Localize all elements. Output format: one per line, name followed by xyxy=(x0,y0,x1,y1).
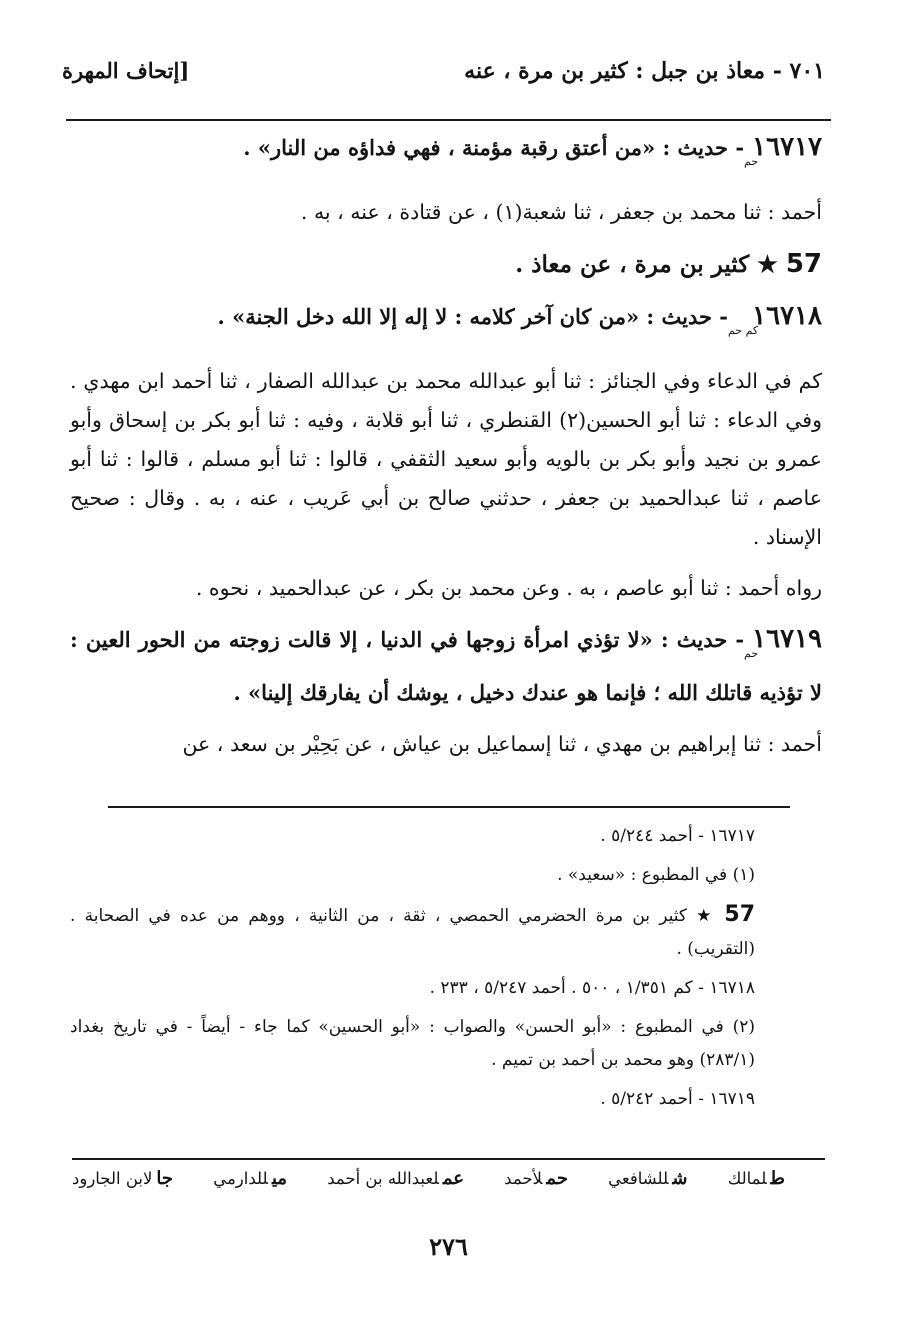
source-symbol: حم xyxy=(744,155,759,168)
isnad-text: كم في الدعاء وفي الجنائز : ثنا أبو عبدالله محمد بن عبدالله الصفار ، ثنا أحمد ابن مهدي . وفي الدعاء : ثنا أبو الحسين(٢) القنطري ، ثنا أبو قلابة ، وفيه : ثنا أبو بكر بن إسحاق وأبو عمرو بن نجيد وأبو بكر بن بالويه وأبو سعيد الثقفي ، قالوا : ثنا أبو مسلم ، قالوا : ثنا أبو عاصم ، ثنا عبدالحميد بن جعفر ، حدثني صالح بن أبي عَريب ، عنه ، به . وقال : صحيح الإسناد . xyxy=(70,369,822,549)
abbreviation-rule xyxy=(72,1158,825,1160)
abbreviation-item xyxy=(327,1168,464,1202)
page-header xyxy=(62,58,825,98)
footnotes xyxy=(70,818,755,1122)
hadith-entry xyxy=(70,128,822,181)
abbreviation-code: حم xyxy=(546,1168,568,1189)
narrator-name: ★ كثير بن مرة ، عن معاذ . xyxy=(515,251,778,278)
abbreviation-code: جا xyxy=(156,1168,174,1189)
footnote: ١٦٧١٨ - كم ١/٣٥١ ، ٥٠٠ . أحمد ٥/٢٤٧ ، ٢٣٣ . xyxy=(429,978,755,998)
footnote-rule xyxy=(108,806,790,808)
abbreviation-code: ط xyxy=(770,1168,785,1189)
abbreviation-label: لأحمد xyxy=(504,1169,543,1188)
footnote: ١٦٧١٩ - أحمد ٥/٢٤٢ . xyxy=(600,1089,755,1109)
abbreviation-item xyxy=(608,1168,687,1202)
hadith-text: - حديث : «من أعتق رقبة مؤمنة ، فهي فداؤه من النار» . xyxy=(243,135,745,160)
hadith-text: - حديث : «لا تؤذي امرأة زوجها في الدنيا ، إلا قالت زوجته من الحور العين : لا تؤذيه قاتلك الله ؛ فإنما هو عندك دخيل ، يوشك أن يفارقك إلينا» . xyxy=(70,627,822,705)
isnad-text: أحمد : ثنا إبراهيم بن مهدي ، ثنا إسماعيل بن عياش ، عن بَحِيْر بن سعد ، عن xyxy=(182,732,822,756)
abbreviation-legend xyxy=(72,1168,785,1202)
abbreviation-label: لمالك xyxy=(727,1169,767,1188)
abbreviation-item xyxy=(504,1168,568,1202)
abbreviation-code: ش xyxy=(672,1168,688,1189)
abbreviation-item xyxy=(72,1168,173,1202)
narrator-number: 57 xyxy=(785,249,822,279)
chapter-heading: ٧٠١ - معاذ بن جبل : كثير بن مرة ، عنه xyxy=(464,58,825,84)
abbreviation-code: عم xyxy=(442,1168,464,1189)
abbreviation-label: للدارمي xyxy=(213,1169,268,1188)
hadith-number: ١٦٧١٩ xyxy=(752,624,822,654)
hadith-entry xyxy=(70,297,822,350)
footnote: (١) في المطبوع : «سعيد» . xyxy=(557,865,755,885)
hadith-number: ١٦٧١٨ xyxy=(752,301,822,331)
source-symbol: حم xyxy=(744,647,759,660)
abbreviation-item xyxy=(728,1168,785,1202)
footnote: (٢) في المطبوع : «أبو الحسن» والصواب : «أبو الحسين» كما جاء - أيضاً - في تاريخ بغداد (٢٨٣/١) وهو محمد بن أحمد بن تميم . xyxy=(70,1017,755,1070)
abbreviation-label: لابن الجارود xyxy=(72,1169,153,1188)
isnad-text: رواه أحمد : ثنا أبو عاصم ، به . وعن محمد بن بكر ، عن عبدالحميد ، نحوه . xyxy=(195,576,822,600)
header-rule xyxy=(66,119,831,121)
source-symbol: كم حم xyxy=(727,324,759,337)
narrator-heading xyxy=(70,244,822,285)
isnad-text: أحمد : ثنا محمد بن جعفر ، ثنا شعبة(١) ، عن قتادة ، عنه ، به . xyxy=(300,200,822,224)
abbreviation-label: للشافعي xyxy=(608,1169,669,1188)
hadith-text: - حديث : «من كان آخر كلامه : لا إله إلا الله دخل الجنة» . xyxy=(217,304,728,329)
book-title: [إتحاف المهرة xyxy=(62,58,190,83)
hadith-number: ١٦٧١٧ xyxy=(752,132,822,162)
footnote: ١٦٧١٧ - أحمد ٥/٢٤٤ . xyxy=(600,826,755,846)
hadith-entry xyxy=(70,620,822,713)
page-number: ٢٧٦ xyxy=(429,1232,468,1261)
main-text xyxy=(70,128,822,776)
abbreviation-label: لعبدالله بن أحمد xyxy=(327,1169,439,1188)
footnote xyxy=(70,898,755,966)
abbreviation-item xyxy=(213,1168,287,1202)
abbreviation-code: مي xyxy=(271,1168,288,1189)
narrator-number: 57 xyxy=(724,902,756,927)
footnote-text: ★ كثير بن مرة الحضرمي الحمصي ، ثقة ، من الثانية ، ووهم من عده في الصحابة . (التقريب) . xyxy=(70,906,755,959)
